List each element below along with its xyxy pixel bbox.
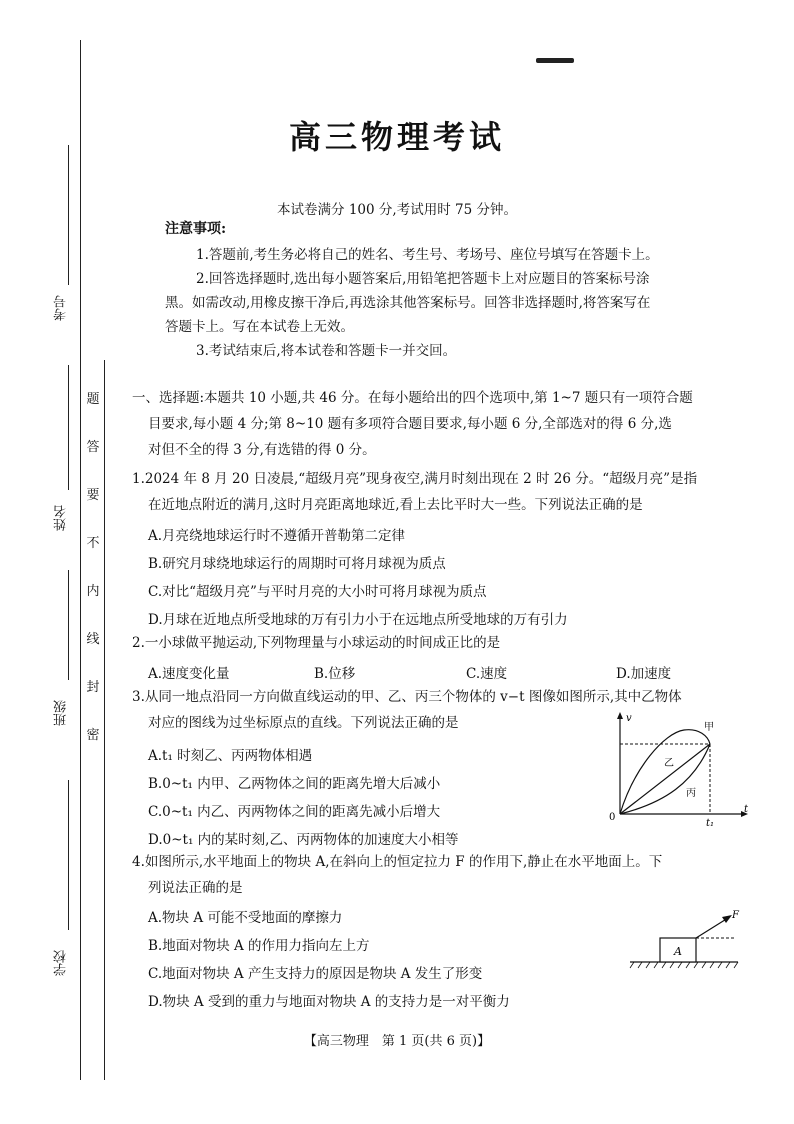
xingming-label: 姓名 (54, 505, 69, 531)
section-heading: 目要求,每小题 4 分;第 8~10 题有多项符合题目要求,每小题 6 分,全部选对的得 6 分,选 (148, 416, 672, 432)
xingming-underline (68, 365, 69, 490)
seal-char: 线 (86, 632, 100, 647)
ground-hatching (630, 962, 738, 968)
question-4-option-c: C.地面对物块 A 产生支持力的原因是物块 A 发生了形变 (148, 966, 483, 982)
question-3-option-c: C.0~t₁ 内乙、丙两物体之间的距离先减小后增大 (148, 804, 441, 820)
question-2-option-a: A.速度变化量 (148, 666, 230, 682)
question-1-stem: 在近地点附近的满月,这时月亮距离地球近,看上去比平时大一些。下列说法正确的是 (148, 497, 643, 513)
exam-subtitle: 本试卷满分 100 分,考试用时 75 分钟。 (277, 202, 517, 218)
question-4-stem: 列说法正确的是 (148, 880, 243, 896)
question-1-option-b: B.研究月球绕地球运行的周期时可将月球视为质点 (148, 556, 446, 572)
line-yi (620, 744, 710, 814)
question-1-option-a: A.月亮绕地球运行时不遵循开普勒第二定律 (148, 528, 406, 544)
top-mark (536, 58, 574, 63)
question-4-option-a: A.物块 A 可能不受地面的摩擦力 (148, 910, 343, 926)
notice-line: 答题卡上。写在本试卷上无效。 (165, 319, 354, 335)
seal-char: 题 (86, 392, 100, 407)
banji-label: 班级 (54, 700, 69, 726)
question-4-option-d: D.物块 A 受到的重力与地面对物块 A 的支持力是一对平衡力 (148, 994, 510, 1010)
label-bing: 丙 (686, 788, 696, 799)
section-heading: 一、选择题:本题共 10 小题,共 46 分。在每小题给出的四个选项中,第 1~7 题只有一项符合题 (132, 390, 693, 406)
notice-line: 1.答题前,考生务必将自己的姓名、考生号、考场号、座位号填写在答题卡上。 (196, 247, 659, 263)
vt-graph (604, 708, 754, 832)
question-1-stem: 1.2024 年 8 月 20 日凌晨,“超级月亮”现身夜空,满月时刻出现在 2 时 26 分。“超级月亮”是指 (132, 471, 698, 487)
question-2-option-c: C.速度 (466, 666, 508, 682)
banji-underline (68, 570, 69, 680)
xuexiao-underline (68, 780, 69, 930)
question-1-option-d: D.月球在近地点所受地球的万有引力小于在远地点所受地球的万有引力 (148, 612, 568, 628)
label-yi: 乙 (664, 758, 674, 769)
block-force-figure (626, 904, 742, 972)
question-3-option-d: D.0~t₁ 内的某时刻,乙、丙两物体的加速度大小相等 (148, 832, 459, 848)
question-2-option-d: D.加速度 (616, 666, 672, 682)
question-4-stem: 4.如图所示,水平地面上的物块 A,在斜向上的恒定拉力 F 的作用下,静止在水平地面上。下 (132, 854, 663, 870)
seal-char: 密 (86, 728, 100, 743)
force-label: F (732, 910, 739, 921)
seal-char: 封 (86, 680, 100, 695)
v-axis-label: v (626, 713, 632, 724)
kaohao-label: 考号 (54, 295, 69, 321)
question-3-stem: 3.从同一地点沿同一方向做直线运动的甲、乙、丙三个物体的 v−t 图像如图所示,其中乙物体 (132, 689, 682, 705)
question-4-option-b: B.地面对物块 A 的作用力指向左上方 (148, 938, 370, 954)
block-a-label: A (674, 945, 682, 958)
seal-char: 答 (86, 440, 100, 455)
notice-line: 3.考试结束后,将本试卷和答题卡一并交回。 (196, 343, 457, 359)
seal-char: 要 (86, 488, 100, 503)
section-heading: 对但不全的得 3 分,有选错的得 0 分。 (148, 442, 376, 458)
force-arrowhead (722, 915, 732, 923)
notice-line: 黑。如需改动,用橡皮擦干净后,再选涂其他答案标号。回答非选择题时,将答案写在 (165, 295, 651, 311)
question-1-option-c: C.对比“超级月亮”与平时月亮的大小时可将月球视为质点 (148, 584, 487, 600)
label-jia: 甲 (704, 722, 714, 733)
t-axis-label: t (744, 804, 749, 815)
force-arrow (696, 918, 728, 938)
question-3-stem: 对应的图线为过坐标原点的直线。下列说法正确的是 (148, 715, 459, 731)
question-2-option-b: B.位移 (314, 666, 356, 682)
xuexiao-label: 学校 (54, 950, 69, 976)
seal-char: 不 (86, 536, 100, 551)
binding-line-inner (104, 360, 105, 1080)
exam-title: 高三物理考试 (288, 118, 505, 156)
notice-heading: 注意事项: (165, 221, 227, 237)
question-2-stem: 2.一小球做平抛运动,下列物理量与小球运动的时间成正比的是 (132, 635, 501, 651)
curve-jia (620, 730, 710, 814)
question-3-option-a: A.t₁ 时刻乙、丙两物体相遇 (148, 748, 313, 764)
page-footer: 【高三物理 第 1 页(共 6 页)】 (303, 1034, 491, 1049)
seal-char: 内 (86, 584, 100, 599)
t1-label: t₁ (706, 818, 715, 829)
question-3-option-b: B.0~t₁ 内甲、乙两物体之间的距离先增大后减小 (148, 776, 441, 792)
v-axis-arrow (617, 712, 623, 719)
binding-line-outer (80, 40, 81, 1080)
origin-label: 0 (609, 812, 616, 823)
notice-line: 2.回答选择题时,选出每小题答案后,用铅笔把答题卡上对应题目的答案标号涂 (196, 271, 650, 287)
